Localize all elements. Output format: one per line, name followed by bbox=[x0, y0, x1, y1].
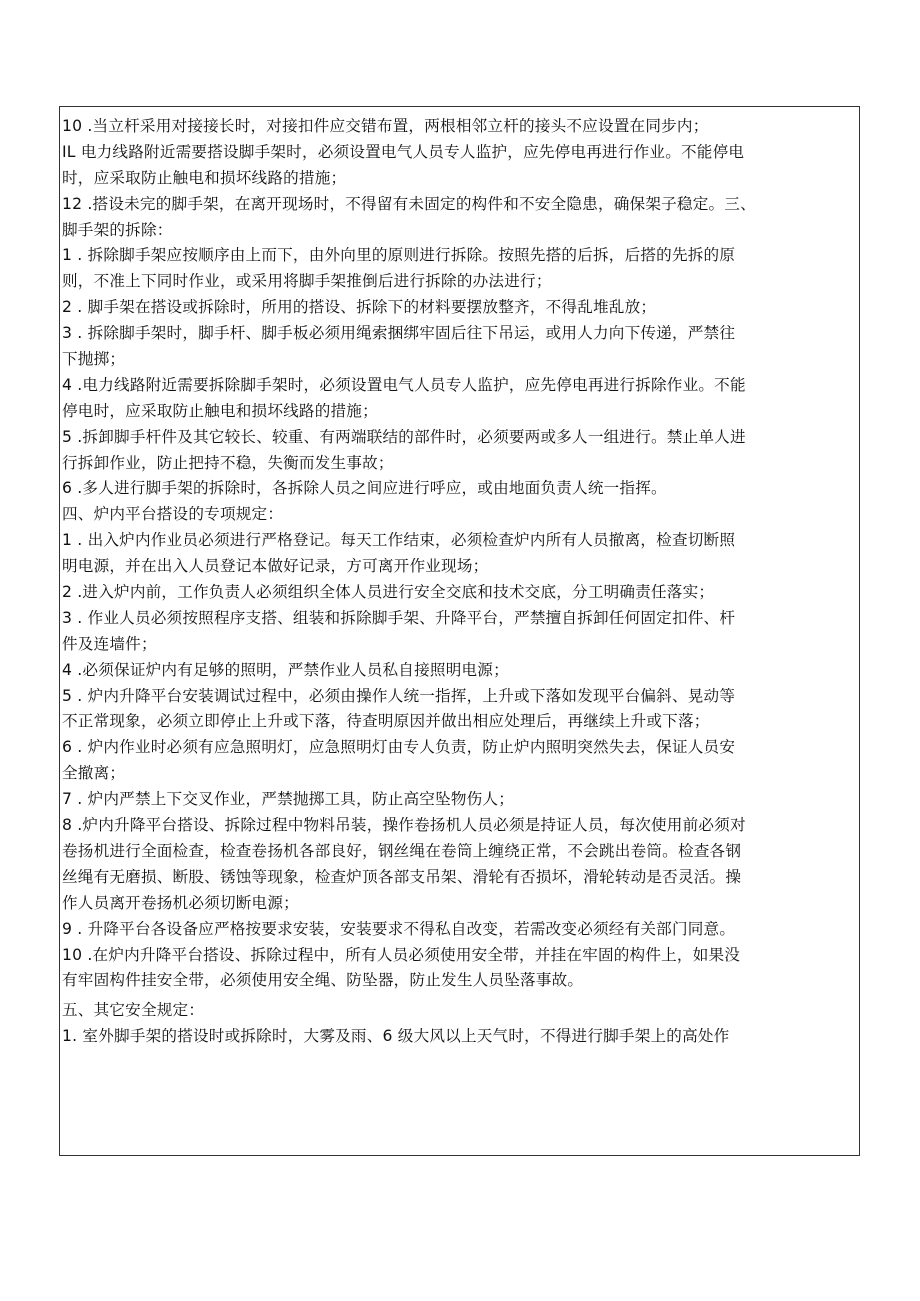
text-line: 1 . 出入炉内作业员必须进行严格登记。每天工作结束，必须检查炉内所有人员撤离，检查切断照 bbox=[62, 531, 736, 550]
text-line: 明电源，并在出入人员登记本做好记录，方可离开作业现场； bbox=[62, 557, 489, 576]
text-line: 作人员离开卷扬机必须切断电源； bbox=[62, 893, 299, 912]
text-line: 3 . 拆除脚手架时，脚手杆、脚手板必须用绳索捆绑牢固后往下吊运，或用人力向下传递，严禁往 bbox=[62, 324, 736, 343]
section-heading: 五、其它安全规定： bbox=[62, 1001, 205, 1020]
text-line: 2 .进入炉内前，工作负责人必须组织全体人员进行安全交底和技术交底，分工明确责任落实； bbox=[62, 583, 715, 602]
text-line: 5 .拆卸脚手杆件及其它较长、较重、有两端联结的部件时，必须要两或多人一组进行。禁止单人进 bbox=[62, 427, 746, 446]
text-line: 9 . 升降平台各设备应严格按要求安装，安装要求不得私自改变，若需改变必须经有关部门同意。 bbox=[62, 919, 736, 938]
text-line: 时，应采取防止触电和损坏线路的措施； bbox=[62, 168, 347, 187]
document-text-box bbox=[59, 106, 860, 1156]
text-line: 下抛掷； bbox=[62, 350, 126, 369]
text-line: 6 . 炉内作业时必须有应急照明灯，应急照明灯由专人负责，防止炉内照明突然失去，保证人员安 bbox=[62, 738, 736, 757]
text-line: 丝绳有无磨损、断股、锈蚀等现象，检查炉顶各部支吊架、滑轮有否损坏，滑轮转动是否灵活。操 bbox=[62, 867, 742, 886]
text-line: 件及连墙件； bbox=[62, 634, 157, 653]
text-line: 5 . 炉内升降平台安装调试过程中，必须由操作人统一指挥，上升或下落如发现平台偏斜、晃动等 bbox=[62, 686, 736, 705]
text-line: 4 .电力线路附近需要拆除脚手架时，必须设置电气人员专人监护，应先停电再进行拆除作业。不能 bbox=[62, 375, 746, 394]
text-line: 10 .当立杆采用对接接长时，对接扣件应交错布置，两根相邻立杆的接头不应设置在同步内； bbox=[62, 117, 709, 135]
text-line: 4 .必须保证炉内有足够的照明，严禁作业人员私自接照明电源； bbox=[62, 660, 509, 679]
text-line: 停电时，应采取防止触电和损坏线路的措施； bbox=[62, 401, 378, 420]
text-line: 2 . 脚手架在搭设或拆除时，所用的搭设、拆除下的材料要摆放整齐，不得乱堆乱放； bbox=[62, 298, 657, 317]
text-line: 全撤离； bbox=[62, 764, 126, 783]
text-line: 7 . 炉内严禁上下交叉作业，严禁抛掷工具，防止高空坠物伤人； bbox=[62, 790, 515, 809]
text-line: 1 . 拆除脚手架应按顺序由上而下，由外向里的原则进行拆除。按照先搭的后拆，后搭的先拆的原 bbox=[62, 246, 736, 265]
text-line: 则，不准上下同时作业，或采用将脚手架推倒后进行拆除的办法进行； bbox=[62, 272, 552, 291]
text-line: 行拆卸作业，防止把持不稳，失衡而发生事故； bbox=[62, 453, 394, 472]
section-heading: 四、炉内平台搭设的专项规定： bbox=[62, 505, 284, 524]
text-line: 3 . 作业人员必须按照程序支搭、组装和拆除脚手架、升降平台，严禁擅自拆卸任何固定扣件、杆 bbox=[62, 608, 736, 627]
text-line: 8 .炉内升降平台搭设、拆除过程中物料吊装，操作卷扬机人员必须是持证人员，每次使用前必须对 bbox=[62, 816, 746, 835]
text-line: 卷扬机进行全面检查，检查卷扬机各部良好，钢丝绳在卷筒上缠绕正常，不会跳出卷筒。检查各钢 bbox=[62, 841, 742, 860]
text-line: 1. 室外脚手架的搭设时或拆除时，大雾及雨、6 级大风以上天气时，不得进行脚手架上的高处作 bbox=[62, 1027, 730, 1046]
text-line: 有牢固构件挂安全带，必须使用安全绳、防坠器，防止发生人员坠落事故。 bbox=[62, 971, 584, 990]
text-line: 12 .搭设未完的脚手架，在离开现场时，不得留有未固定的构件和不安全隐患，确保架子稳定。三、 bbox=[62, 194, 756, 213]
text-line: 10 .在炉内升降平台搭设、拆除过程中，所有人员必须使用安全带，并挂在牢固的构件上，如果没 bbox=[62, 945, 741, 964]
text-line: 不正常现象，必须立即停止上升或下落，待查明原因并做出相应处理后，再继续上升或下落； bbox=[62, 712, 710, 731]
text-line: IL 电力线路附近需要搭设脚手架时，必须设置电气人员专人监护，应先停电再进行作业。不能停电 bbox=[62, 142, 745, 161]
text-line: 脚手架的拆除： bbox=[62, 220, 173, 239]
text-line: 6 .多人进行脚手架的拆除时，各拆除人员之间应进行呼应，或由地面负责人统一指挥。 bbox=[62, 479, 667, 498]
